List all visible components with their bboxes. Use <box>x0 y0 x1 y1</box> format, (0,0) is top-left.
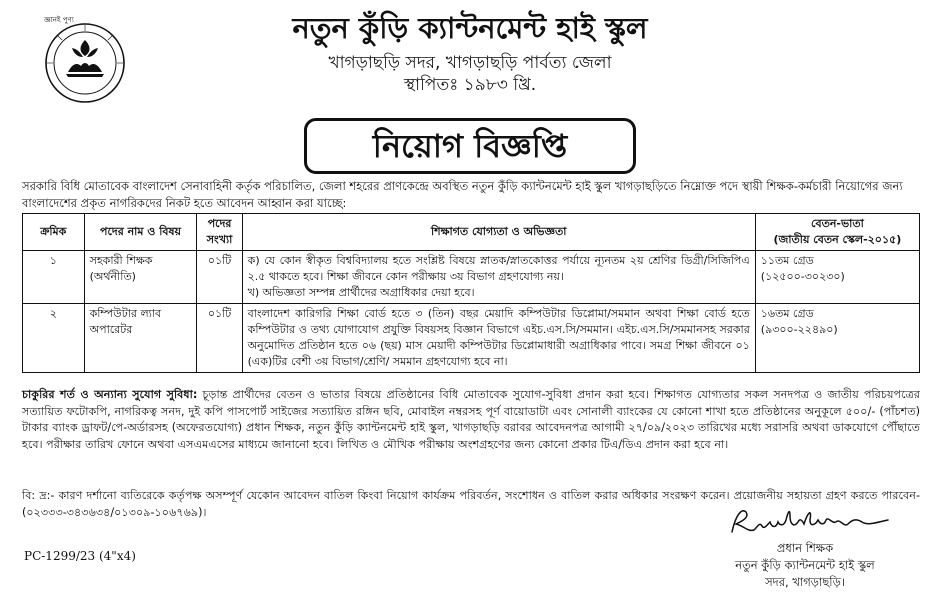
header-salary <box>755 214 919 251</box>
header-count: পদের সংখ্যা <box>197 214 242 251</box>
row-serial: ১ <box>23 251 85 304</box>
row-post-name: কম্পিউটার ল্যাব অপারেটর <box>84 304 197 373</box>
row-grade: ১১তম গ্রেড <box>760 254 814 267</box>
row-scale: (১২৫০০-৩০২৩০) <box>760 270 845 283</box>
row-salary <box>755 251 919 304</box>
posts-table <box>22 213 920 373</box>
established-year: স্থাপিতঃ ১৯৮৩ খ্রি. <box>403 75 537 95</box>
pc-code: PC-1299/23 (4"x4) <box>24 549 136 563</box>
row-grade: ১৬তম গ্রেড <box>760 307 814 320</box>
table-header-row <box>23 214 920 251</box>
row-qualification <box>242 251 755 304</box>
table-row <box>23 251 920 304</box>
row-salary <box>755 304 919 373</box>
row-count: ০১টি <box>197 304 242 373</box>
signatory-title: প্রধান শিক্ষক <box>776 541 834 555</box>
qualification-a: ক) যে কোন স্বীকৃত বিশ্ববিদ্যালয় হতে সংশ্লিষ্ট বিষয়ে স্নাতক/স্নাতকোত্তর পর্যায়ে ন্যূনতম ২য় শ্রেণির ডিগ্রী/সিজিপিএ ২.৫ থাকতে হবে। শিক্ষা জীবনে কোন পরীক্ষায় ৩য় বিভাগ গ্রহণযোগ্য নয়। <box>247 254 750 283</box>
row-serial: ২ <box>23 304 85 373</box>
school-address: খাগড়াছড়ি সদর, খাগড়াছড়ি পার্বত্য জেলা <box>328 53 612 73</box>
signature-image <box>728 502 898 538</box>
intro-paragraph: সরকারি বিধি মোতাবেক বাংলাদেশ সেনাবাহিনী কর্তৃক পরিচালিত, জেলা শহরের প্রাণকেন্দ্রে অবস্থিত নতুন কুঁড়ি ক্যান্টনমেন্ট হাই স্কুল খাগড়াছড়িতে নিম্নোক্ত পদে স্থায়ী শিক্ষক-কর্মচারী নিয়োগের জন্য বাংলাদেশের প্রকৃত নাগরিকদের নিকট হতে আবেদন আহ্বান করা যাচ্ছে: <box>22 179 903 210</box>
header-serial: ক্রমিক <box>23 214 85 251</box>
terms-text: চূড়ান্ত প্রার্থীদের বেতন ও ভাতার বিষয়ে প্রতিষ্ঠানের বিধি মোতাবেক সুযোগ-সুবিধা প্রদান করা হবে। শিক্ষাগত যোগ্যতার সকল সনদপত্র ও জাতীয় পরিচয়পত্রের সত্যায়িত ফটোকপি, নাগরিকত্ব সনদ, দুই কপি পাসপোর্ট সাইজের সত্যায়িত রঙ্গিন ছবি, মোবাইল নম্বরসহ পূর্ণ বায়োডাটা এবং সোনালী ব্যাংকের যে কোনো শাখা হতে প্রতিষ্ঠানের অনুকূলে ৫০০/- (পাঁচশত) টাকার ব্যাংক ড্রাফট/পে-অর্ডারসহ (অফেরতযোগ্য) প্রধান শিক্ষক, নতুন কুঁড়ি ক্যান্টনমেন্ট হাই স্কুল, খাগড়াছড়ি বরাবর আবেদনপত্র আগামী ২৭/০৯/২০২৩ তারিখের মধ্যে সরাসরি অথবা ডাকযোগে পৌঁছাতে হবে। পরীক্ষার তারিখ ফোনে অথবা এসএমএসের মাধ্যমে জানানো হবে। লিখিত ও মৌখিক পরীক্ষায় অংশগ্রহণের জন্য কোনো প্রকার টিএ/ডিএ প্রদান করা হবে না। <box>22 388 920 451</box>
school-name: নতুন কুঁড়ি ক্যান্টনমেন্ট হাই স্কুল <box>292 11 648 45</box>
terms-paragraph <box>22 387 920 453</box>
header-salary-scale: (জাতীয় বেতন স্কেল-২০১৫) <box>773 233 902 246</box>
header-post-name: পদের নাম ও বিষয় <box>84 214 197 251</box>
row-scale: (৯৩০০-২২৪৯০) <box>760 323 838 336</box>
signature <box>728 502 898 538</box>
school-emblem-icon <box>44 16 126 104</box>
logo-motto: জ্ঞানই পুণ্য <box>44 16 74 24</box>
header-salary-label: বেতন-ভাতা <box>810 217 864 230</box>
terms-label: চাকুরির শর্ত ও অন্যান্য সুযোগ সুবিধা: <box>22 388 198 401</box>
table-row <box>23 304 920 373</box>
row-count: ০১টি <box>197 251 242 304</box>
row-qualification: বাংলাদেশ কারিগরি শিক্ষা বোর্ড হতে ৩ (তিন) বছর মেয়াদি কম্পিউটার ডিপ্লোমা/সমমান অথবা শিক্ষা বোর্ড হতে কম্পিউটার ও তথ্য যোগাযোগ প্রযুক্তি বিষয়সহ বিজ্ঞান বিভাগে এইচ.এস.সি/সমমান। এইচ.এস.সি/সমমানসহ সরকার অনুমোদিত প্রতিষ্ঠান হতে ০৬ (ছয়) মাস মেয়াদী কম্পিউটার ডিপ্লোমাধারী অগ্রাধিকার পাবে। সমগ্র শিক্ষা জীবনে ০১ (এক)টির বেশী ৩য় বিভাগ/শ্রেণি/ সমমান গ্রহণযোগ্য হবে না। <box>242 304 755 373</box>
signatory-school: নতুন কুঁড়ি ক্যান্টনমেন্ট হাই স্কুল <box>735 558 875 572</box>
notice-title: নিয়োগ বিজ্ঞপ্তি <box>304 118 636 174</box>
qualification-b: খ) অভিজ্ঞতা সম্পন্ন প্রার্থীদের অগ্রাধিকার দেয়া হবে। <box>247 286 475 299</box>
note-paragraph: বি: দ্র:- কারণ দর্শানো ব্যতিরেকে কর্তৃপক্ষ অসম্পূর্ণ যেকোন আবেদন বাতিল কিংবা নিয়োগ কার্যক্রম পরিবর্তন, সংশোধন ও বাতিল করার অধিকার সংরক্ষণ করেন। প্রয়োজনীয় সহায়তা গ্রহণ করতে পারবেন- (০২৩৩৩-৩৪৩৬৩৪/০১৩০৯-১০৬৭৬৯)। <box>22 489 920 519</box>
header-qualification: শিক্ষাগত যোগ্যতা ও অভিজ্ঞতা <box>242 214 755 251</box>
row-post-name: সহকারী শিক্ষক (অর্থনীতি) <box>84 251 197 304</box>
signatory-location: সদর, খাগড়াছড়ি। <box>765 575 845 589</box>
school-logo <box>44 16 126 104</box>
signatory-block <box>690 540 920 591</box>
